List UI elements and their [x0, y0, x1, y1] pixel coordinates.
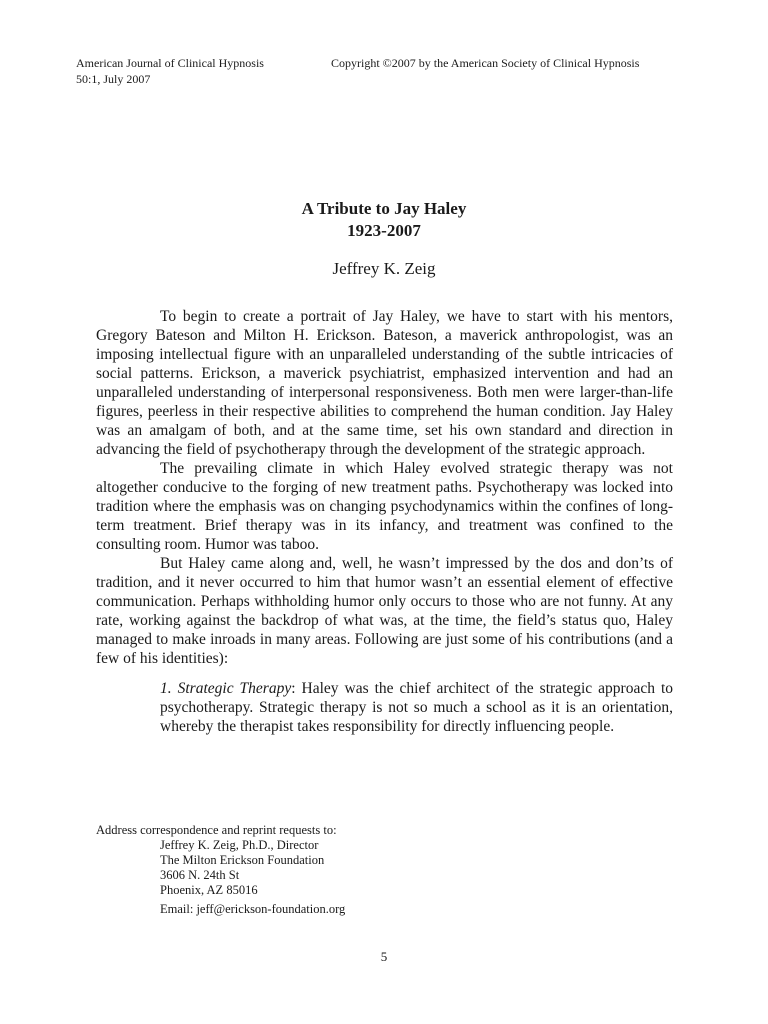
address-line: The Milton Erickson Foundation	[160, 853, 325, 867]
correspondence-address	[96, 823, 496, 917]
article-dates: 1923-2007	[347, 221, 421, 240]
article-title: A Tribute to Jay Haley	[301, 199, 467, 218]
address-line: Phoenix, AZ 85016	[160, 883, 258, 897]
title-block	[96, 198, 672, 280]
contribution-list-item	[160, 679, 673, 736]
body-paragraph: But Haley came along and, well, he wasn’t impressed by the dos and don’ts of tradition, and it never occurred to him that humor wasn’t an essential element of effective communication. Perhaps withholding humor only occurs to those who are not funny. At any rate, working against the backdrop of what was, at the time, the field’s status quo, Haley managed to make inroads in many areas. Following are just some of his contributions (and a few of his identities):	[96, 555, 673, 667]
article-author: Jeffrey K. Zeig	[332, 259, 436, 278]
address-line: Jeffrey K. Zeig, Ph.D., Director	[160, 838, 319, 852]
page-number: 5	[380, 949, 388, 964]
issue-info: 50:1, July 2007	[76, 72, 151, 86]
address-intro: Address correspondence and reprint requests to:	[96, 823, 337, 837]
address-line: 3606 N. 24th St	[160, 868, 240, 882]
body-paragraph: To begin to create a portrait of Jay Haley, we have to start with his mentors, Gregory Bateson and Milton H. Erickson. Bateson, a maverick anthropologist, was an imposing intellectual figure with an unparalleled understanding of the subtle intricacies of social patterns. Erickson, a maverick psychiatrist, emphasized intervention and had an unparalleled understanding of interpersonal responsiveness. Both men were larger-than-life figures, peerless in their respective abilities to comprehend the human condition. Jay Haley was an amalgam of both, and at the same time, set his own standard and direction in advancing the field of psychotherapy through the development of the strategic approach.	[96, 308, 673, 458]
list-item-term: 1. Strategic Therapy	[160, 680, 292, 697]
article-body	[96, 307, 673, 736]
running-header	[76, 55, 696, 87]
copyright-notice: Copyright ©2007 by the American Society of Clinical Hypnosis	[331, 56, 640, 70]
body-paragraph: The prevailing climate in which Haley evolved strategic therapy was not altogether conducive to the forging of new treatment paths. Psychotherapy was locked into tradition where the emphasis was on changing psychodynamics within the confines of long-term treatment. Brief therapy was in its infancy, and treatment was confined to the consulting room. Humor was taboo.	[96, 460, 673, 553]
journal-name: American Journal of Clinical Hypnosis	[76, 56, 264, 70]
address-email: Email: jeff@erickson-foundation.org	[160, 902, 346, 916]
list-item-text: : Haley was the chief architect of the strategic approach to psychotherapy. Strategic therapy is not so much a school as it is an orientation, whereby the therapist takes responsibility for directly influencing people.	[160, 680, 674, 735]
